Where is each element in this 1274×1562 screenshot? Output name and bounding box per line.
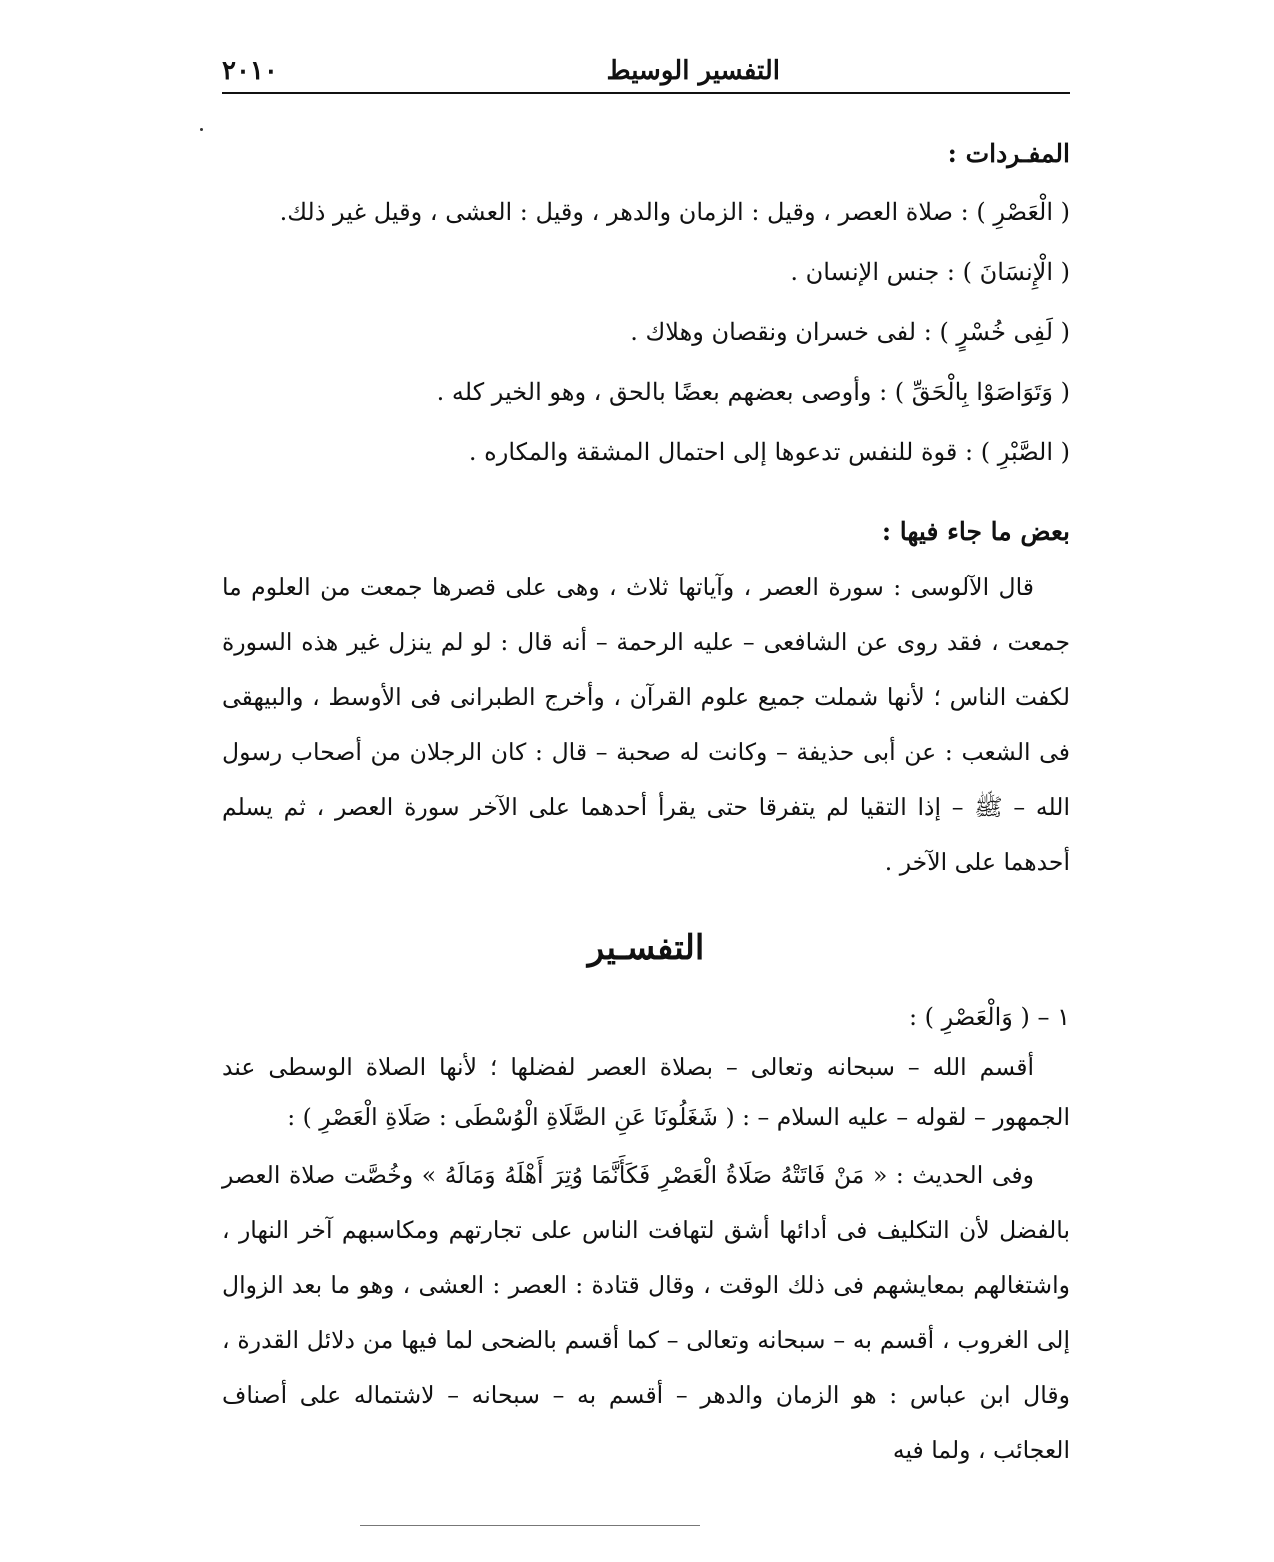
excerpts-paragraph: قال الآلوسى : سورة العصر ، وآياتها ثلاث ، وهى على قصرها جمعت من العلوم ما جمعت ، فقد روى عن الشافعى – عليه الرحمة – أنه قال : لو لم ينزل غير هذه السورة لكفت الناس ؛ لأنها شملت جميع علوم القرآن ، وأخرج الطبرانى فى الأوسط ، والبيهقى فى الشعب : عن أبى حذيفة – وكانت له صحبة – قال : كان الرجلان من أصحاب رسول الله – ﷺ – إذا التقيا لم يتفرقا حتى يقرأ أحدهما على الآخر سورة العصر ، ثم يسلم أحدهما على الآخر .: [222, 573, 1070, 876]
vocabulary-list: [222, 182, 1070, 482]
page-number: ٢٠١٠: [222, 56, 278, 86]
vocab-item-khusr: ( لَفِى خُسْرٍ ) : لفى خسران ونقصان وهلاك .: [630, 318, 1070, 346]
tafsir-title: التفسـير: [587, 928, 705, 968]
running-header: [222, 50, 1070, 94]
tafsir-paragraph-1: أقسم الله – سبحانه وتعالى – بصلاة العصر لفضلها ؛ لأنها الصلاة الوسطى عند الجمهور – لقوله – عليه السلام – : ( شَغَلُونَا عَنِ الصَّلَاةِ الْوُسْطَى : صَلَاةِ الْعَصْرِ ) :: [222, 1053, 1070, 1131]
excerpts-heading: بعض ما جاء فيها :: [881, 517, 1070, 546]
vocab-item-tawasaw: ( وَتَوَاصَوْا بِالْحَقِّ ) : وأوصى بعضهم بعضًا بالحق ، وهو الخير كله .: [436, 378, 1070, 406]
bottom-rule: [360, 1525, 700, 1526]
print-speck: [200, 128, 203, 131]
vocab-item-asr: ( الْعَصْرِ ) : صلاة العصر ، وقيل : الزمان والدهر ، وقيل : العشى ، وقيل غير ذلك.: [279, 198, 1070, 226]
vocab-item-insan: ( الْإِنسَانَ ) : جنس الإنسان .: [790, 258, 1070, 286]
running-title: التفسير الوسيط: [606, 56, 780, 86]
vocabulary-heading: المفـردات :: [947, 139, 1070, 168]
vocab-item-sabr: ( الصَّبْرِ ) : قوة للنفس تدعوها إلى احتمال المشقة والمكاره .: [468, 438, 1070, 466]
book-page: [222, 50, 1070, 1530]
tafsir-paragraph-2: وفى الحديث : « مَنْ فَاتَتْهُ صَلَاةُ الْعَصْرِ فَكَأَنَّمَا وُتِرَ أَهْلَهُ وَمَالَهُ » وخُصَّت صلاة العصر بالفضل لأن التكليف فى أدائها أشق لتهافت الناس على تجارتهم ومكاسبهم آخر النهار ، واشتغالهم بمعايشهم فى ذلك الوقت ، وقال قتادة : العصر : العشى ، وهو ما بعد الزوال إلى الغروب ، أقسم به – سبحانه وتعالى – كما أقسم بالضحى لما فيها من دلائل القدرة ، وقال ابن عباس : هو الزمان والدهر – أقسم به – سبحانه – لاشتماله على أصناف العجائب ، ولما فيه: [222, 1161, 1070, 1464]
verse-heading: ١ – ( وَالْعَصْرِ ) :: [908, 1003, 1070, 1031]
